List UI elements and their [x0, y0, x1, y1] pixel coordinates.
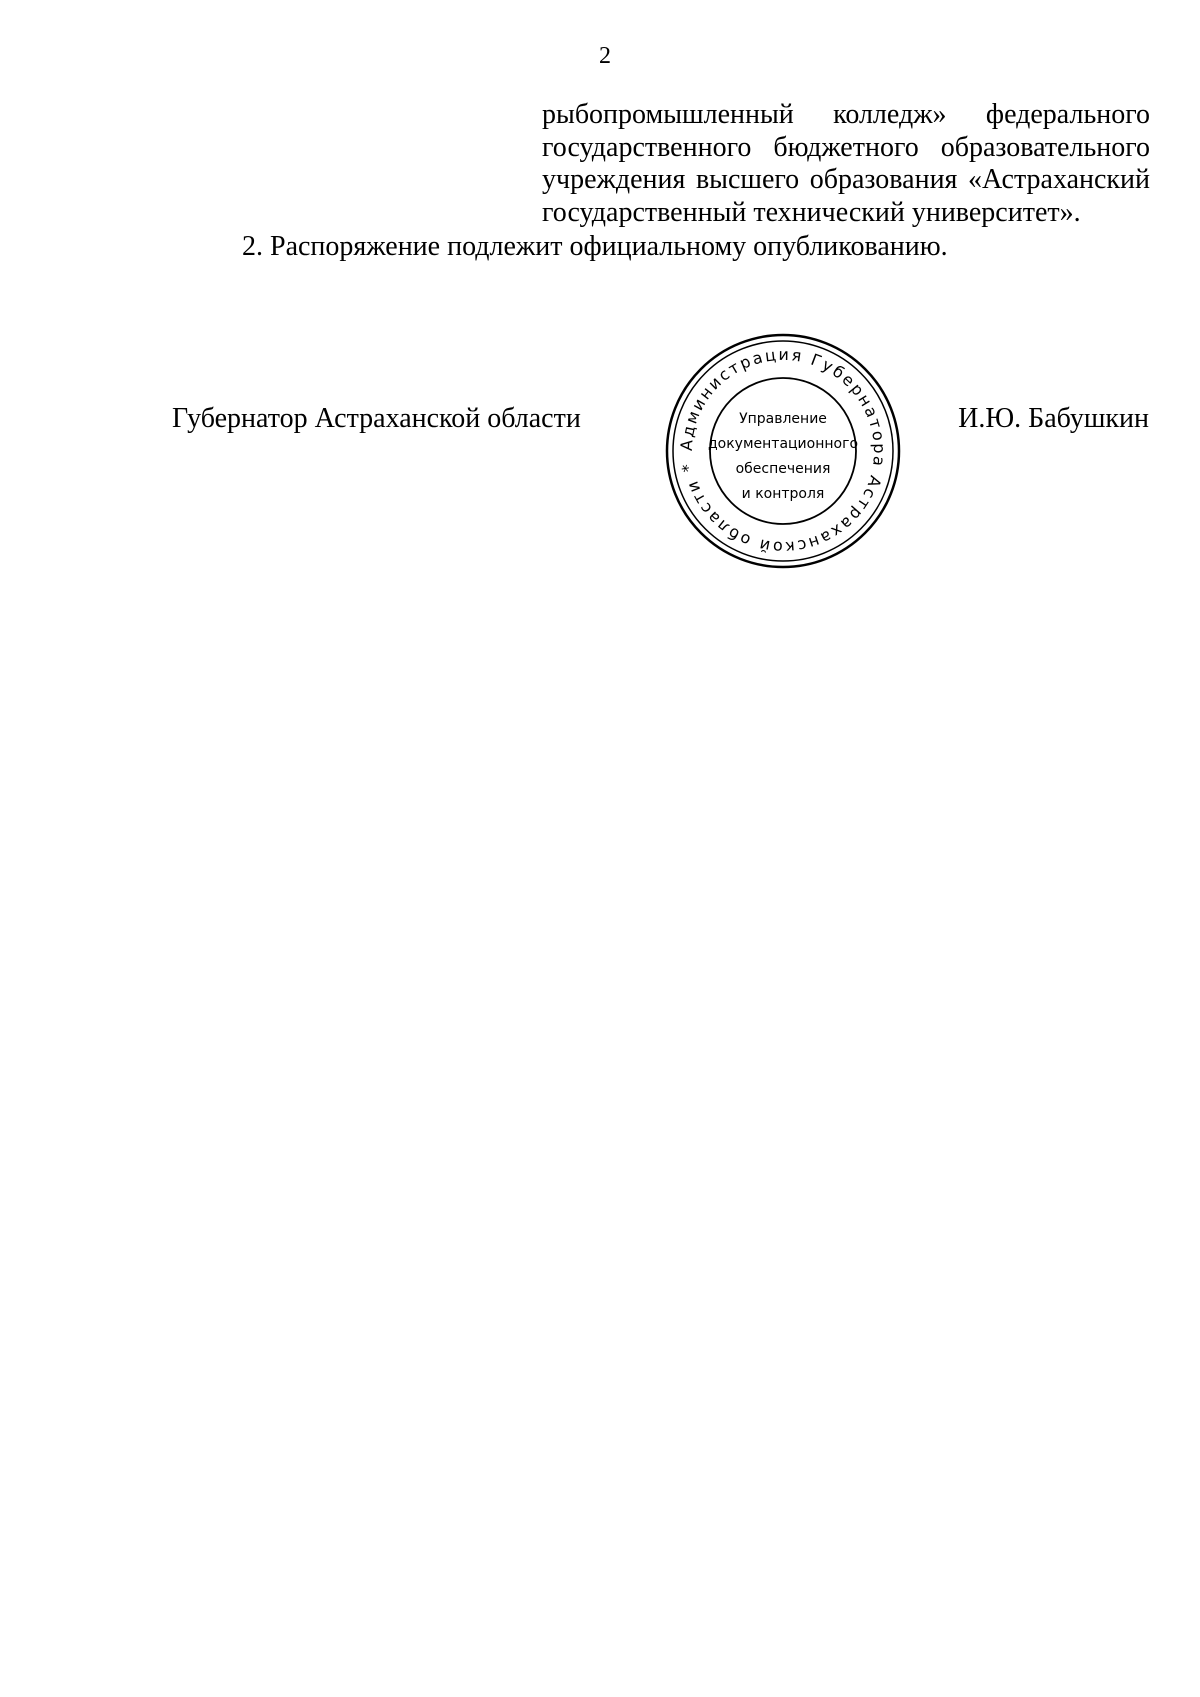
official-stamp: [665, 333, 901, 569]
stamp-center-line: и контроля: [741, 486, 825, 502]
paragraph-2: 2. Распоряжение подлежит официальному опубликованию.: [242, 231, 948, 262]
continuation-paragraph: [542, 99, 1150, 229]
page-number: 2: [599, 43, 611, 69]
stamp-center-line: документационного: [707, 436, 859, 452]
text-line: государственного бюджетного образовательного: [542, 131, 1150, 163]
text-line: рыбопромышленный колледж» федерального: [542, 99, 1150, 130]
text-line: государственный технический университет».: [542, 196, 1081, 228]
signatory-name: И.Ю. Бабушкин: [958, 403, 1149, 434]
stamp-center-line: Управление: [739, 411, 827, 427]
text-line: учреждения высшего образования «Астраханский: [542, 164, 1150, 195]
signatory-position: Губернатор Астраханской области: [172, 403, 581, 434]
stamp-ring-text: Администрация Губернатора Астраханской области *: [676, 344, 890, 558]
stamp-center-line: обеспечения: [735, 461, 831, 477]
document-body: [0, 99, 1200, 264]
